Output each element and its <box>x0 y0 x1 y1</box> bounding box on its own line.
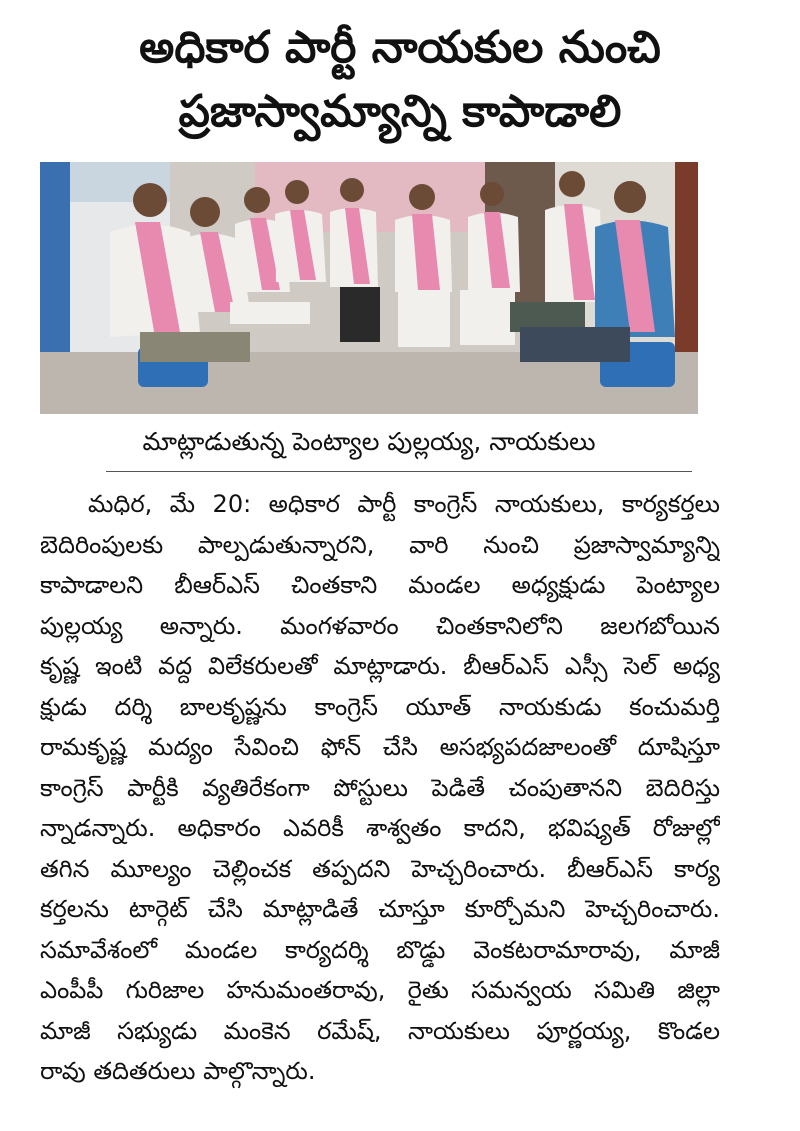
article-line: తగిన మూల్యం చెల్లించక తప్పదని హెచ్చరించారు. బీఆర్ఎస్ కార్య <box>40 854 720 883</box>
article-line: మాజీ సభ్యుడు మంకెన రమేష్, నాయకులు పూర్ణయ్య, కొండల <box>40 1016 720 1045</box>
article-line: కర్తలను టార్గెట్ చేసి మాట్లాడితే చూస్తూ కూర్చోమని హెచ్చరించారు. <box>40 895 720 923</box>
article-line: కాపాడాలని బీఆర్ఎస్ చింతకాని మండల అధ్యక్షుడు పెంట్యాల <box>40 571 720 599</box>
article-line: బెదిరింపులకు పాల్పడుతున్నారని, వారి నుంచి ప్రజాస్వామ్యాన్ని <box>40 530 720 559</box>
article-line: కృష్ణ ఇంటి వద్ద విలేకరులతో మాట్లాడారు. బీఆర్ఎస్ ఎస్సీ సెల్ అధ్య <box>40 652 720 680</box>
photo-caption: మాట్లాడుతున్న పెంట్యాల పుల్లయ్య, నాయకులు <box>142 427 596 456</box>
caption-divider <box>106 471 692 472</box>
article-body <box>40 484 720 1092</box>
headline-line-1: అధికార పార్టీ నాయకుల నుంచి <box>139 22 661 73</box>
article-line: న్నాడన్నారు. అధికారం ఎవరికీ శాశ్వతం కాదని, భవిష్యత్ రోజుల్లో <box>40 814 720 842</box>
article-line: ఎంపీపీ గురిజాల హనుమంతరావు, రైతు సమన్వయ సమితి జిల్లా <box>40 976 720 1004</box>
article-line: సమావేశంలో మండల కార్యదర్శి బొడ్డు వెంకటరామారావు, మాజీ <box>40 935 720 964</box>
article-line: క్షుడు దర్శి బాలకృష్ణను కాంగ్రెస్ యూత్ నాయకుడు కంచుమర్తి <box>40 692 720 721</box>
article-line: రావు తదితరులు పాల్గొన్నారు. <box>40 1057 316 1085</box>
article-line: పుల్లయ్య అన్నారు. మంగళవారం చింతకానిలోని జలగబోయిన <box>40 611 720 640</box>
article-line: కాంగ్రెస్ పార్టీకి వ్యతిరేకంగా పోస్టులు పెడితే చంపుతానని బెదిరిస్తు <box>40 773 720 802</box>
news-photo <box>40 162 698 414</box>
article-line: రామకృష్ణ మద్యం సేవించి ఫోన్ చేసి అసభ్యపదజాలంతో దూషిస్తూ <box>40 733 720 761</box>
article-line: మధిర, మే 20: అధికార పార్టీ కాంగ్రెస్ నాయకులు, కార్యకర్తలు <box>88 490 720 518</box>
headline-line-2: ప్రజాస్వామ్యాన్ని కాపాడాలి <box>178 86 622 137</box>
